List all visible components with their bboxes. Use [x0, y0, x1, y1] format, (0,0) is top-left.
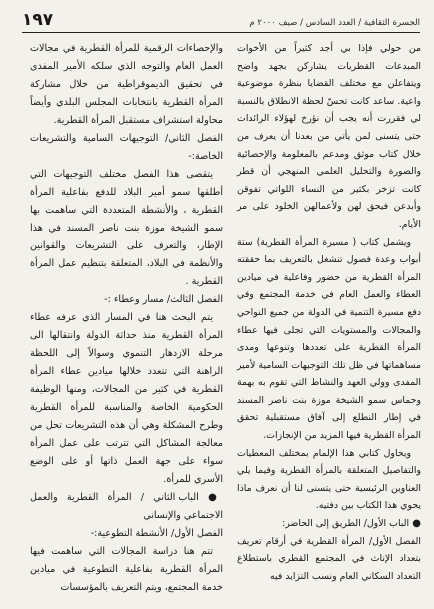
page-header [22, 8, 420, 33]
chapter-heading: الفصل الثالث/ مسار وعطاء :- [104, 294, 223, 306]
page-number: ١٩٧ [22, 10, 54, 30]
paragraph: من حولي فإذا بي أجد كثيراً من الأخوات المبدعات القطريات يشاركن بجهد واضح ويتفاعلن مع مختلف القضايا بنظرة موضوعية واعية. ساعد كانت تحسّ لحظة الانطلاق بالنسبة لي فقررت أنه يجب أن نؤرخ لهؤلاء الرائدات حتى يتسنى لمن يأتي من بعدنا أن يعرف من خلال كتاب موثق ومدعم بالمعلومة والإحصائية والصورة والتحليل العلمي المنهجي أن قطر كانت تزخر بكثير من النساء اللواتي تفوقن وأبدعن فيحق لهن ولأعمالهن الخلود على مر الأيام. [237, 43, 421, 230]
paragraph: يتقصى هذا الفصل مختلف التوجيهات التي أطلقها سمو أمير البلاد للدفع بفاعلية المرأة القطرية ، والأنشطة المتعددة التي ساهمت بها سمو الشيخة موزة بنت ناصر المسند في هذا الإطار، والتعرف على التشريعات والقوانين والأنظمة في البلاد، المتعلقة بتنظيم عمل المرأة القطرية . [30, 168, 223, 288]
chapter-heading: الفصل الأول/ الأنشطة التطوعية:- [90, 527, 223, 539]
paragraph: يتم البحث هنا في المسار الذي عرفه عطاء المرأة القطرية منذ حداثة الدولة وانتقالها الى مرحلة الازدهار التنموي وسوالاً إلى اللحظة الراهنة التي تتعدد خلالها ميادين عطاء المرأة القطرية في كثير من المجالات، ومنها الوظيفة الحكومية الخاصة والمناسبة للمرأة القطرية وطرح المشكلة وهي أن هذه التشريعات تحل من معالجة المشاكل التي تترتب على عمل المرأة سواء على جهة العمل ذاتها أو على الوضع الأسري للمرأة. [30, 312, 223, 485]
section-heading: ● الباب الأول/ الطريق إلى الحاضر: [237, 515, 421, 533]
right-column [237, 40, 421, 585]
left-column [30, 40, 223, 597]
paragraph: ويشمل كتاب ( مسيرة المرأة القطرية) ستة أبواب وعدة فصول تنشغل بالتعريف بما حققته المرأة القطرية من حضور وفاعلية في ميادين العطاء والعمل العام في خدمة المجتمع وفي دفع مسيرة التنمية في الدولة من جميع النواحي والمجالات والمستويات التي تجلى فيها عطاء المرأة القطرية على تعددها وتنوعها ومدى مساهماتها في ظل تلك التوجيهات السامية لأمير المفدى وولي العهد والنشاط التي تقوم به بهمة وحماس سمو الشيخة موزة بنت ناصر المسند في إطار النطلع إلى آفاق مستقبلية تحقق المرأة القطرية فيها المزيد من الإنجازات. [237, 236, 421, 442]
running-head: الجسرة الثقافية / العدد السادس / صيف ٢٠٠٠ م [249, 18, 420, 28]
paragraph: والإحصاءات الرقمية للمرأة القطرية في مجالات العمل العام والتوجه الذي سلكه الأمير المفدى في تحقيق الديموقراطية من خلال مشاركة المرأة القطرية بانتخابات المجلس البلدي وأيضاً محاولة استشراف مستقبل المرأة القطرية. [30, 43, 223, 126]
chapter-heading: الفصل الثاني/ التوجيهات السامية والتشريعات الخاصة:- [30, 132, 223, 162]
paragraph: تتم هنا دراسة المجالات التي ساهمت فيها المرأة القطرية بفاعلية التطوعية في ميادين خدمة المجتمع، ويتم التعريف بالمؤسسات [30, 545, 223, 593]
paragraph: الفصل الأول/ المرأة القطرية في أرقام تعريف بتعداد الإناث في المجتمع القطري باستطلاع التعداد السكاني العام ونسب التزايد فيه [237, 535, 421, 582]
paragraph: ويحاول كتابي هذا الإلمام بمختلف المعطيات والتفاصيل المتعلقة بالمرأة القطرية وفيما يلي العناوين الرئيسية حتى يتسنى لنا أن نعرف ماذا يحوي هذا الكتاب بين دفتيه. [237, 447, 421, 512]
section-heading: ● الباب الثاني / المرأة القطرية والعمل الاجتماعي والإنساني [30, 489, 223, 525]
